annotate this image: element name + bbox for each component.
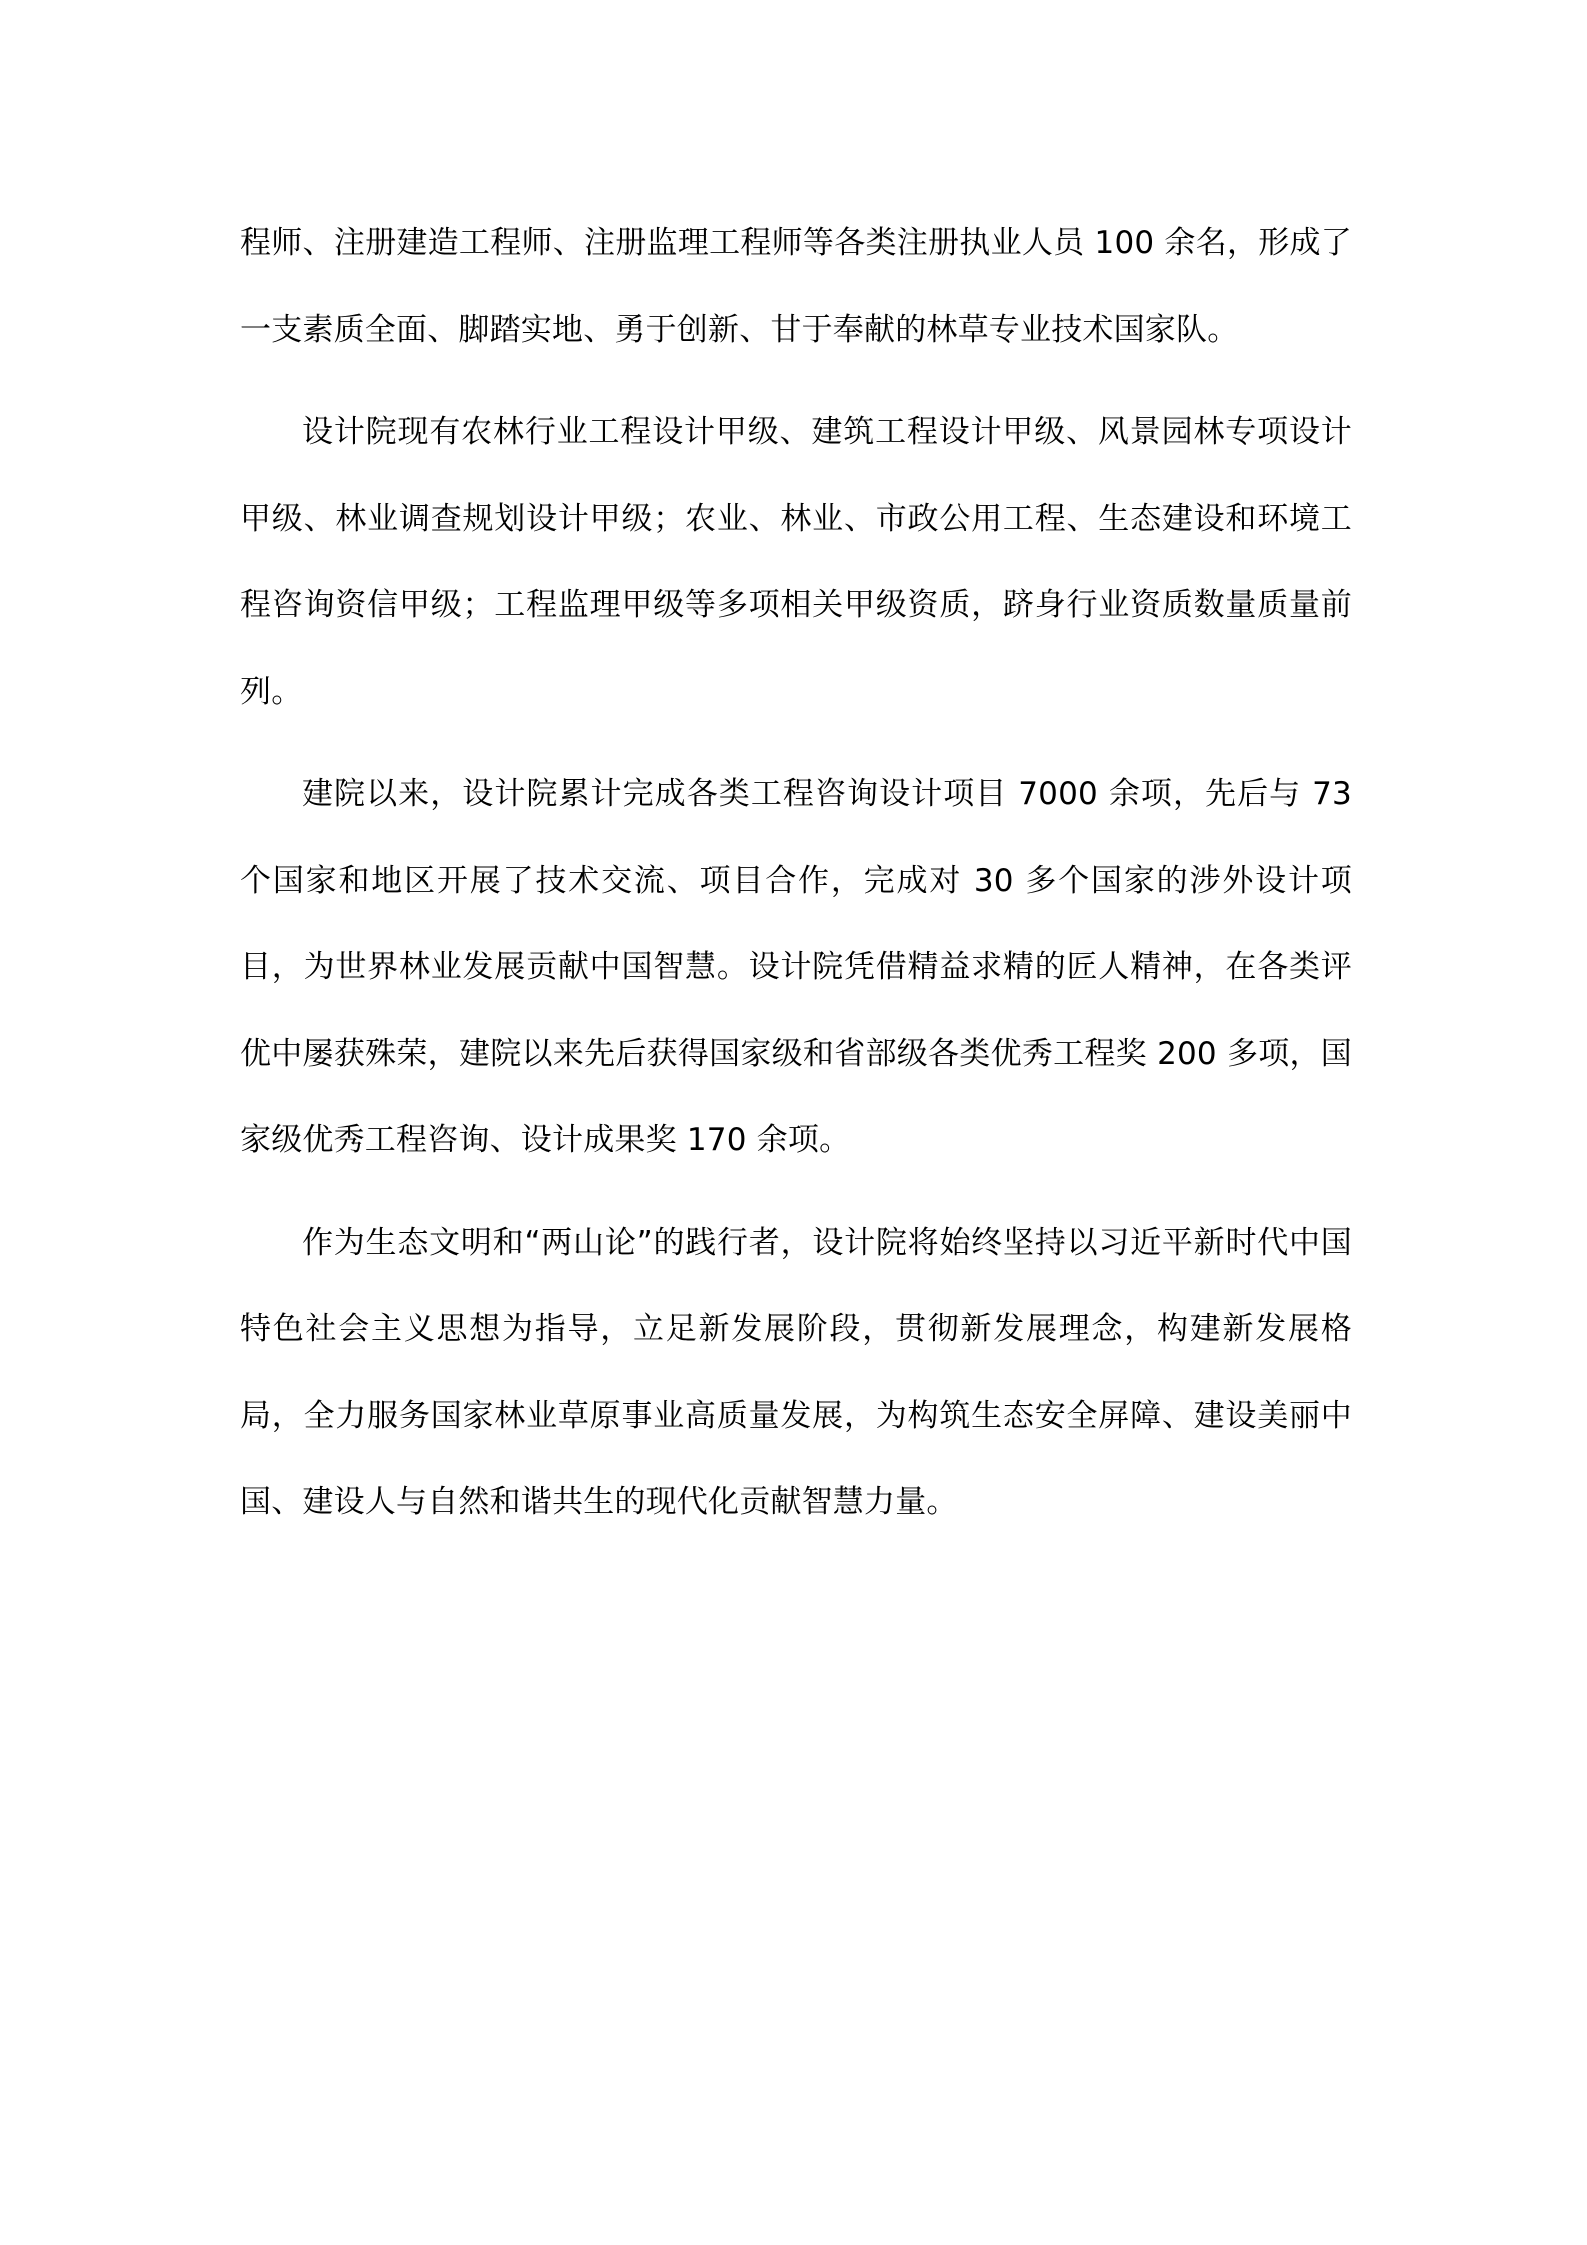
document-body [240, 200, 1352, 1562]
paragraph-staff: 程师、注册建造工程师、注册监理工程师等各类注册执业人员 100 余名，形成了一支素质全面、脚踏实地、勇于创新、甘于奉献的林草专业技术国家队。 [240, 225, 1352, 348]
paragraph-qualifications: 设计院现有农林行业工程设计甲级、建筑工程设计甲级、风景园林专项设计甲级、林业调查规划设计甲级；农业、林业、市政公用工程、生态建设和环境工程咨询资信甲级；工程监理甲级等多项相关甲级资质，跻身行业资质数量质量前列。 [240, 414, 1352, 710]
paragraph-achievements: 建院以来，设计院累计完成各类工程咨询设计项目 7000 余项，先后与 73 个国家和地区开展了技术交流、项目合作，完成对 30 多个国家的涉外设计项目，为世界林业发展贡献中国智慧。设计院凭借精益求精的匠人精神，在各类评优中屡获殊荣，建院以来先后获得国家级和省部级各类优秀工程奖 200 多项，国家级优秀工程咨询、设计成果奖 170 余项。 [240, 776, 1352, 1158]
paragraph-mission: 作为生态文明和“两山论”的践行者，设计院将始终坚持以习近平新时代中国特色社会主义思想为指导，立足新发展阶段，贯彻新发展理念，构建新发展格局，全力服务国家林业草原事业高质量发展，为构筑生态安全屏障、建设美丽中国、建设人与自然和谐共生的现代化贡献智慧力量。 [240, 1224, 1352, 1520]
